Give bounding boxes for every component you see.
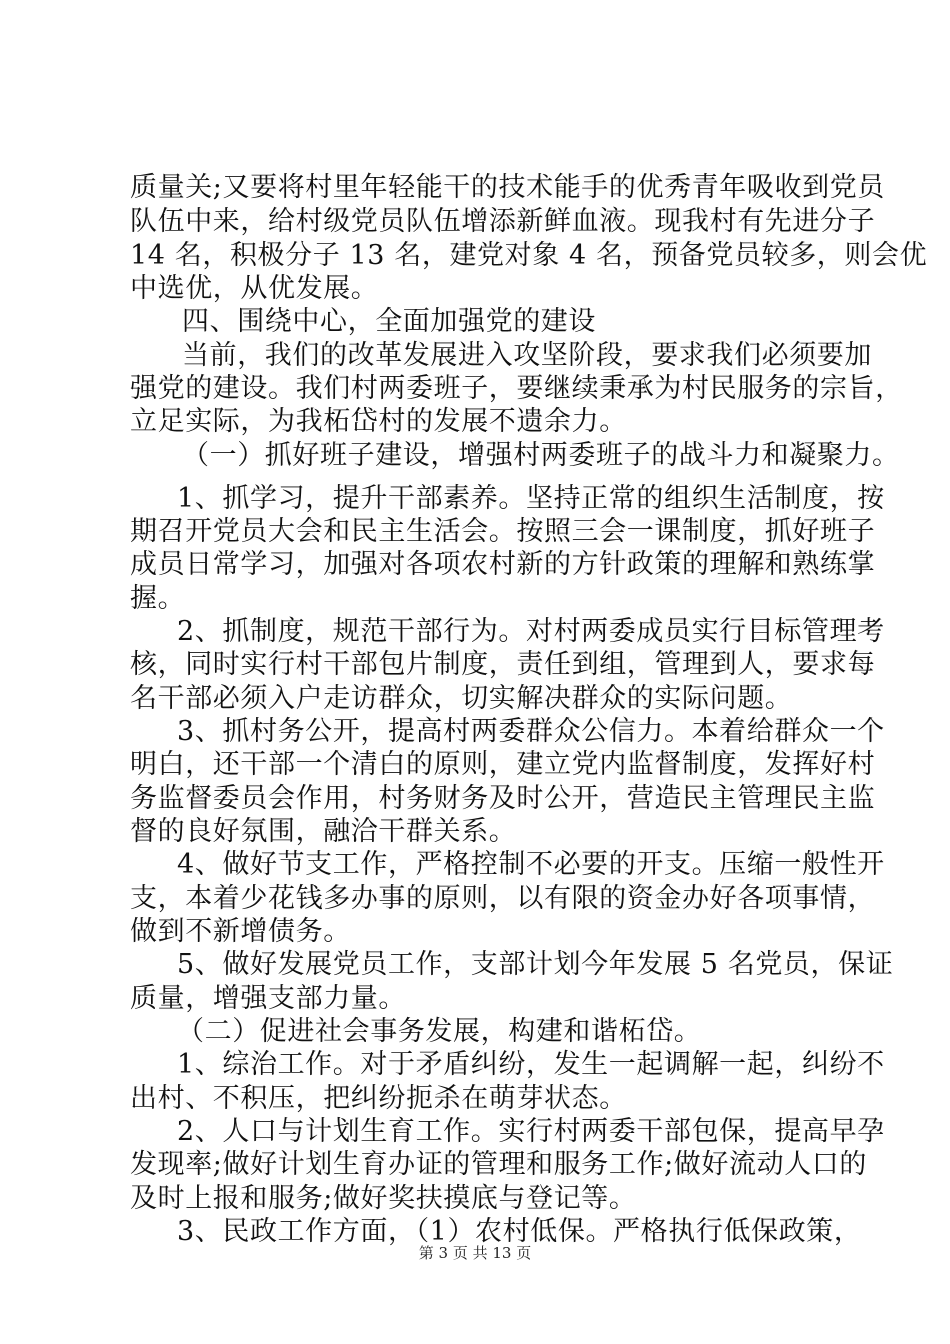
text-line: 督的良好氛围，融洽干群关系。 [130,816,517,847]
text-line: 质量，增强支部力量。 [130,983,406,1014]
text-line: 3、抓村务公开，提高村两委群众公信力。本着给群众一个 [177,716,885,747]
text-line: 质量关;又要将村里年轻能干的技术能手的优秀青年吸收到党员 [130,172,885,203]
text-line: 3、民政工作方面，（1）农村低保。严格执行低保政策， [177,1216,862,1247]
text-line: 明白，还干部一个清白的原则，建立党内监督制度，发挥好村 [130,749,876,780]
text-line: 出村、不积压，把纠纷扼杀在萌芽状态。 [130,1083,627,1114]
text-line: 及时上报和服务;做好奖扶摸底与登记等。 [130,1183,637,1214]
text-line: 5、做好发展党员工作，支部计划今年发展 5 名党员，保证 [177,949,894,980]
subsection-heading: （一）抓好班子建设，增强村两委班子的战斗力和凝聚力。 [182,440,900,471]
text-line: 14 名，积极分子 13 名，建党对象 4 名，预备党员较多，则会优 [130,240,928,271]
text-line: 中选优，从优发展。 [130,273,379,304]
text-line: 立足实际，为我柘岱村的发展不遗余力。 [130,406,627,437]
text-line: 务监督委员会作用，村务财务及时公开，营造民主管理民主监 [130,783,876,814]
text-line: 4、做好节支工作，严格控制不必要的开支。压缩一般性开 [177,849,885,880]
text-line: 握。 [130,583,186,614]
text-line: 发现率;做好计划生育办证的管理和服务工作;做好流动人口的 [130,1149,867,1180]
page-footer: 第 3 页 共 13 页 [418,1244,532,1262]
text-line: 2、人口与计划生育工作。实行村两委干部包保，提高早孕 [177,1116,885,1147]
text-line: 强党的建设。我们村两委班子，要继续秉承为村民服务的宗旨， [130,373,903,404]
text-line: 1、综治工作。对于矛盾纠纷，发生一起调解一起，纠纷不 [177,1049,885,1080]
text-line: 成员日常学习，加强对各项农村新的方针政策的理解和熟练掌 [130,549,876,580]
text-line: 2、抓制度，规范干部行为。对村两委成员实行目标管理考 [177,616,885,647]
subsection-heading: （二）促进社会事务发展，构建和谐柘岱。 [177,1016,702,1047]
text-line: 名干部必须入户走访群众，切实解决群众的实际问题。 [130,683,793,714]
text-line: 支，本着少花钱多办事的原则，以有限的资金办好各项事情， [130,883,876,914]
text-line: 做到不新增债务。 [130,916,351,947]
section-heading: 四、围绕中心，全面加强党的建设 [182,306,596,337]
text-line: 队伍中来，给村级党员队伍增添新鲜血液。现我村有先进分子 [130,206,876,237]
text-line: 当前，我们的改革发展进入攻坚阶段，要求我们必须要加 [182,340,872,371]
text-line: 1、抓学习，提升干部素养。坚持正常的组织生活制度，按 [177,483,885,514]
text-line: 期召开党员大会和民主生活会。按照三会一课制度，抓好班子 [130,516,876,547]
text-line: 核，同时实行村干部包片制度，责任到组，管理到人，要求每 [130,649,876,680]
